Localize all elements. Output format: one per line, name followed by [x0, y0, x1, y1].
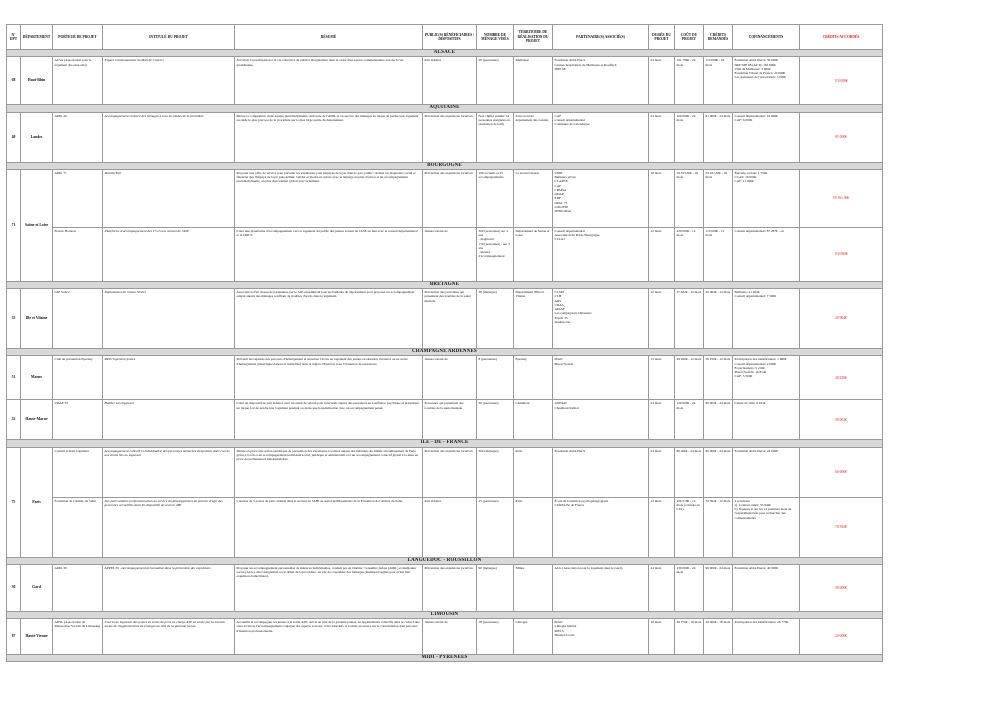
region-label: LIMOUSIN [7, 611, 883, 618]
cell-nombre: Non chiffré estimé: 54 personnes assignées en réalisation de bail) [477, 112, 514, 162]
cell-cofin: Fondation Abbé Pierre: 30 000€ DDCSPP 68 (ACT): 165 600€ Ville de Mulhouse: 3 000€ Fondation l'Oreal de France: 20 000€ Les donateurs de l'association: 5 000€ [733, 57, 800, 105]
cell-dpt: 71 [7, 169, 21, 281]
region-row-midi [7, 655, 883, 662]
cell-nombre: 100 accueils et 25 accompagnements [477, 169, 514, 227]
region-label: MIDI - PYRÉNÉES [7, 655, 883, 662]
cell-publics: Jeunes sortant de [423, 619, 477, 655]
cell-departement: Haute Vienne [21, 619, 53, 655]
table-row [7, 619, 883, 655]
col-header-accordes: CRÉDITS ACCORDÉS [800, 25, 883, 50]
cell-intitule: Accompagnement collectif et individualisé des personnes ménacées d'expulsion dans l'accès aux droits liés au logement [103, 447, 235, 497]
cell-publics: Prévention des expulsions locatives [423, 169, 477, 227]
cell-accordes: 81 000€ [800, 112, 883, 162]
cell-credits: 90 002€ - 24 mois [704, 400, 733, 440]
cell-territoire: Mulhouse [514, 57, 553, 105]
col-header-cofin: COFINANCEMENTS [733, 25, 800, 50]
cell-dpt: 40 [7, 112, 21, 162]
cell-nombre: 18 (personnes) [477, 619, 514, 655]
cell-accordes: 60 000€ [800, 447, 883, 497]
cell-cofin: Fondation Abbé Pierre: 24 000€ [733, 447, 800, 497]
cell-resume: Création de 5 postes de pairs aidants dans le secteur de l'AHI au sein d'établissements de la Fondation de l'Armée du Salut. [235, 497, 423, 557]
cell-porteur: France Horizon [53, 227, 103, 281]
cell-duree: 24 mois [649, 564, 675, 611]
col-header-cout: COÛT DU PROJET [675, 25, 704, 50]
cell-partenaires: MAO Plural Novida [553, 356, 649, 400]
cell-publics: Prévention des expulsions locatives [423, 112, 477, 162]
cell-cout: 86 000€ - 24 mois [675, 447, 704, 497]
cell-intitule: Plateforme d'accompagnement des 17-25 ans sortant de l'ASE [103, 227, 235, 281]
cell-territoire: Chaumont [514, 400, 553, 440]
cell-nombre: 30 (ménages) [477, 289, 514, 349]
table-row [7, 289, 883, 349]
cell-territoire: Nîmes [514, 564, 553, 611]
cell-resume: Association d'un réseau de partenaires par le GIE rassemblant tous les bailleurs du département pour proposer un accompagnement adapté auprès des ménages souffrant de troubles d'accès dans le logement. [235, 289, 423, 349]
table-row [7, 57, 883, 105]
cell-cout: 59 333,30€ - 18 mois [675, 169, 704, 227]
col-header-credits: CRÉDITS DEMANDÉS [704, 25, 733, 50]
cell-credits: 59 161,30€ - 18 mois [704, 169, 733, 227]
cell-duree: 24 mois [649, 400, 675, 440]
cell-publics: Pair aidance [423, 57, 477, 105]
cell-accordes: 110 000€ [800, 57, 883, 105]
cell-dpt: 75 [7, 447, 21, 557]
cell-intitule: APPEL 30 - Accompagnement personnalisé dans la prévention des expulsions [103, 564, 235, 611]
cell-porteur: UDAF 52 [53, 400, 103, 440]
cell-accordes: 110 000€ [800, 227, 883, 281]
cell-resume: Accueillir et accompagner les jeunes à la sortie ASE, suivis au titre de la garantie jeunes, en appartements collectifs dans le cadre d'une sous-location; l'accompagnement conjugue des aspects sociaux, voire éducatifs et la mise en œuvre sur la consolidation d'un parcours d'insertion professionnelle. [235, 619, 423, 655]
cell-porteur: ADIL 71 [53, 169, 103, 227]
header-row [7, 25, 883, 50]
cell-dpt: 51 [7, 356, 21, 400]
cell-nombre: 300 (personnes) sur 3 ans - diagnostic 150 (personnes) - sur 3 ans - mesure d'accompagnement [477, 227, 514, 281]
cell-nombre: 8 (personnes) [477, 356, 514, 400]
cell-territoire: Paris [514, 447, 553, 497]
col-header-territoire: TERRITOIRE DE RÉALISATION DU PROJET [514, 25, 553, 50]
cell-credits: 60 000€ - 24 mois [704, 447, 733, 497]
cell-intitule: Accompagnement renforcé des ménages à tous les stades de la procédure [103, 112, 235, 162]
cell-duree: 18 mois [649, 619, 675, 655]
cell-accordes: 76 592€ [800, 497, 883, 557]
cell-credits: 20 000€ - 18 mois [704, 619, 733, 655]
region-row-aquitaine [7, 105, 883, 112]
cell-nombre: 20 (personnes) [477, 57, 514, 105]
cell-credits: 76 592€ - 12 mois [704, 497, 733, 557]
table-row [7, 447, 883, 497]
cell-publics: Jeunes sortant de [423, 356, 477, 400]
cell-cofin: 2 solutions: a). Contrats aidés: 35 842€ b). Équipes et sur les 12 premiers mois de l'expérimentation pour rechercher des cofinancements [733, 497, 800, 557]
cell-duree: 12 mois [649, 356, 675, 400]
cell-credits: 30 250€ - 12 mois [704, 356, 733, 400]
cell-territoire: Paris [514, 497, 553, 557]
cell-publics: Prévention des personnes qui présentent des troubles de la santé mentale [423, 289, 477, 349]
cell-accordes: 59 161,30€ [800, 169, 883, 227]
cell-credits: 20 964€ - 12 mois [704, 289, 733, 349]
cell-cofin: Centre de ville: 6 425€ [733, 400, 800, 440]
cell-publics: Prévention des expulsions locatives [423, 564, 477, 611]
col-header-departement: DÉPARTEMENT [21, 25, 53, 50]
cell-porteur: ARSL (Association de Réinsertion Sociale du Limousin) [53, 619, 103, 655]
cell-resume: Créer une plateforme d'accompagnement vers le logement du public des jeunes sortant de l'ASE en lien avec le conseil départemental et la DDCS. [235, 227, 423, 281]
table-row [7, 112, 883, 162]
cell-nombre: 25 (personnes) [477, 497, 514, 557]
cell-accordes: 90 000€ [800, 564, 883, 611]
cell-intitule: Mobilis'Exit [103, 169, 235, 227]
cell-duree: 24 mois [649, 57, 675, 105]
cell-dpt: 30 [7, 564, 21, 611]
table-row [7, 564, 883, 611]
cell-porteur: Conseil actions logement [53, 447, 103, 497]
col-header-duree: DURÉE DU PROJET [649, 25, 675, 50]
cell-departement: Landes [21, 112, 53, 162]
cell-partenaires: UNPI Bailleurs privés CCAPEX CAF CRMSA ODAP EDF OPAC 71 LOGIVIE SEMCODA [553, 169, 649, 227]
cell-cout: 120 000€ - 24 mois [675, 400, 704, 440]
col-header-intitule: INTITULÉ DU PROJET [103, 25, 235, 50]
cell-credits: 110 000€ - 24 mois [704, 57, 733, 105]
cell-cout: 161 706€ - 24 mois [675, 57, 704, 105]
cell-porteur: GIE Solice [53, 289, 103, 349]
region-label: AQUITAINE [7, 105, 883, 112]
cell-cofin: Conseil départemental: 19 000€ CAF: 6 000€ [733, 112, 800, 162]
cell-cofin: Fondation Abbé Pierre: 40 000€ [733, 564, 800, 611]
cell-partenaires: Fondation Abbé Pierre Centres hospitaliers de Mulhouse et Rouffach SPIP 68 [553, 57, 649, 105]
cell-publics: Personnes qui présentent des troubles de la santé mentale [423, 400, 477, 440]
cell-resume: Proposer une offre de service pour prévenir les expulsions pour impayés de loyer dans le parc public: réaliser un diagnostic social et financier des l'impayé de loyer puis définir, valider et mettre en œuvre avec le ménage un plan d'action et un accompagnement pluridisciplinaire, en plus d'un soutien global avec la bailleur. [235, 169, 423, 227]
cell-cofin: Conseil départemental: 87 287€ - an [733, 227, 800, 281]
region-label: CHAMPAGNE ARDENNES [7, 349, 883, 356]
cell-porteur: ALSA (Association pour le logement des sans-abri) [53, 57, 103, 105]
region-label: LANGUEDOC - ROUSSILLON [7, 557, 883, 564]
cell-porteur: ADIL 30 [53, 564, 103, 611]
cell-dpt: 68 [7, 57, 21, 105]
cell-territoire: Département de Saône et Loire [514, 227, 553, 281]
region-row-champagne [7, 349, 883, 356]
cell-resume: Prévenir les ruptures des parcours d'hébergement et sécuriser l'accès au logement des jeunes en situation d'errance ou en sortie d'hébergement (hôtel/ligne Amont et tremplins) dans la région d'Epernay pour l'obtention de ressources. [235, 356, 423, 400]
cell-duree: 12 mois [649, 289, 675, 349]
region-label: ALSACE [7, 50, 883, 57]
cell-duree: 18 mois [649, 169, 675, 227]
cell-intitule: Espace communautaire du Marché Couvert [103, 57, 235, 105]
cell-partenaires: MAO Limoges habitat MECS Mission locale [553, 619, 649, 655]
region-row-idf [7, 440, 883, 447]
col-header-resume: RÉSUMÉ [235, 25, 423, 50]
cell-intitule: L'accès au logement des jeunes en sortie de prise en charge ASE en sortie par la mission locale de l'agglomération de Limoges au titre de la garantie jeunes [103, 619, 235, 655]
col-header-porteur: PORTEUR DE PROJET [53, 25, 103, 50]
cell-partenaires: CAF Conseil départemental Commune de Labouheyre [553, 112, 649, 162]
cell-partenaires: ALG (Association pour le logement dans le Gard) [553, 564, 649, 611]
cell-departement: Gard [21, 564, 53, 611]
cell-partenaires: École de formation psychopédagogique CURFA En de France [553, 497, 649, 557]
region-row-alsace [7, 50, 883, 57]
cell-partenaires: Fondation Abbé Pierre [553, 447, 649, 497]
cell-territoire: Zone nord du département des Landes [514, 112, 553, 162]
table-row [7, 497, 883, 557]
region-label: BRETAGNE [7, 281, 883, 288]
cell-resume: Créer un dispositif de pair aidance avec un statut de salarié pour intervenir auprès des personnes en souffrance psychique et présentant un risque fort de perdre leur logement pendant ou après une hospitalisation avec un accompagnement pensé. [235, 400, 423, 440]
cell-nombre: 300 (ménages) [477, 447, 514, 497]
cell-duree: 24 mois [649, 447, 675, 497]
region-label: ILE - DE - FRANCE [7, 440, 883, 447]
cell-resume: Mettre la compétence d'une équipe pluridisciplinaire renforcée de l'ADIL et un service des ménages en risque de perdre leur logement au stade le plus précoce de la procédure sur la plus large partie du département. [235, 112, 423, 162]
cell-cout: 220 000€ - 12 mois [675, 227, 704, 281]
cell-resume: Proposer un accompagnement personnalisé de ménaces individuelles, conduit par un binôme "conseiller juriste (ADIL) et médiateur social (ALG), dès l'assignation ou le début de la procédure, en vue de consolider des ménages (maintien fragiles pour éviter leur expulsion domiciliaire). [235, 564, 423, 611]
cell-dpt: 52 [7, 400, 21, 440]
cell-partenaires: Conseil départemental Association du Prado Bourgogne CLLAJ [553, 227, 649, 281]
cell-duree: 24 mois [649, 112, 675, 162]
cell-partenaires: CLSM CLH ARS CDAS APASE Les compagnons bâtisseurs Espoir 35 Instituts bis [553, 289, 649, 349]
cell-porteur: ADIL 40 [53, 112, 103, 162]
cell-nombre: 30 (personnes) [477, 400, 514, 440]
cell-territoire: Epernay [514, 356, 553, 400]
cell-dpt: 87 [7, 619, 21, 655]
cell-cout: 46 770€ - 18 mois [675, 619, 704, 655]
cell-accordes: 20 964€ [800, 289, 883, 349]
cell-departement: Saône et Loire [21, 169, 53, 281]
table-row [7, 400, 883, 440]
cell-publics: Prévention des expulsions locatives [423, 447, 477, 497]
cell-accordes: 90 002€ [800, 400, 883, 440]
cell-territoire: Département d'Ille et Vilaine [514, 289, 553, 349]
cell-cout: 106 518€ - 12 mois (contrats en CUI) [675, 497, 704, 557]
cell-departement: Haut-Rhin [21, 57, 53, 105]
cell-cout: 100 000€ - 24 mois [675, 112, 704, 162]
cell-cofin: Participation des bénéficiaires: 26 770€ [733, 619, 800, 655]
cell-intitule: PASS' logement jeunes [103, 356, 235, 400]
cell-publics: Jeunes sortant de [423, 227, 477, 281]
cell-partenaires: UNFAM Chaumont habitat [553, 400, 649, 440]
cell-departement: Paris [21, 447, 53, 557]
cell-credits: 90 000€ - 24 mois [704, 564, 733, 611]
cell-porteur: Club de prévention Epernay [53, 356, 103, 400]
cell-cout: 130 000€ - 24 mois [675, 564, 704, 611]
cell-nombre: 90 (ménages) [477, 564, 514, 611]
cell-resume: Mettre en place une action spécifique de prévention des expulsions locatives auprès des habitants du 19ème arrondissement de Paris grâce à la fois à un accompagnement individuel social, juridique et administratif et à un accompagnement collectif global à la mise en place de permanences hebdomadaires. [235, 447, 423, 497]
cell-intitule: Déploiement du réseau NOLO [103, 289, 235, 349]
cell-cofin: Bailleurs: 21 404€ Conseil départemental: 7 500€ [733, 289, 800, 349]
cell-accordes: 20 000€ [800, 619, 883, 655]
cell-cofin: Participation des bénéficiaires: 1 680€ Conseil départemental: 2 000€ Foyer Remois: 5 216€ Plural Novida: 10 814€ CAF: 5 500€ [733, 356, 800, 400]
cell-departement: Haute-Marne [21, 400, 53, 440]
cell-accordes: 30 250€ [800, 356, 883, 400]
col-header-partenaires: PARTENAIRE(S) ASSOCIÉ(S) [553, 25, 649, 50]
cell-intitule: Des pairs aidants professionnalisés au service du développement du pouvoir d'agir des personnes accueillies dans les dispositifs du secteur AHI [103, 497, 235, 557]
region-row-bretagne [7, 281, 883, 288]
cell-intitule: Habiter son logement [103, 400, 235, 440]
region-row-limousin [7, 611, 883, 618]
cell-resume: Favoriser la participation à la vie collective de publics marginalisés dans le cadre d'un espace communautaire axé sur la vie quotidienne. [235, 57, 423, 105]
region-row-languedoc [7, 557, 883, 564]
cell-credits: 110 000€ - 12 mois [704, 227, 733, 281]
projects-table [6, 24, 883, 662]
cell-dpt: 35 [7, 289, 21, 349]
cell-cout: 37 832€ - 12 mois [675, 289, 704, 349]
cell-duree: 12 mois [649, 497, 675, 557]
table-row [7, 356, 883, 400]
cell-duree: 12 mois [649, 227, 675, 281]
col-header-publics: PUBLIC(S) BÉNÉFICIAIRES / DISPOSITIFS [423, 25, 477, 50]
cell-cofin: Épicerie sociale: 1 750€ CCAS: 16 000€ CAF: 11 000€ [733, 169, 800, 227]
cell-departement: Marne [21, 356, 53, 400]
col-header-dpt: N° DPT [7, 25, 21, 50]
cell-departement: Ille et Vilaine [21, 289, 53, 349]
cell-publics: Pair aidance [423, 497, 477, 557]
table-row [7, 169, 883, 227]
cell-territoire: Le Grand Chalon [514, 169, 553, 227]
region-label: BOURGOGNE [7, 162, 883, 169]
col-header-nombre: NOMBRE DE MÉNAGE VISÉS [477, 25, 514, 50]
cell-cout: 49 920€ - 12 mois [675, 356, 704, 400]
table-row [7, 227, 883, 281]
cell-porteur: Fondation de l'Armée du Salut [53, 497, 103, 557]
region-row-bourgogne [7, 162, 883, 169]
cell-territoire: Limoges [514, 619, 553, 655]
cell-credits: 81 000€ - 24 mois [704, 112, 733, 162]
